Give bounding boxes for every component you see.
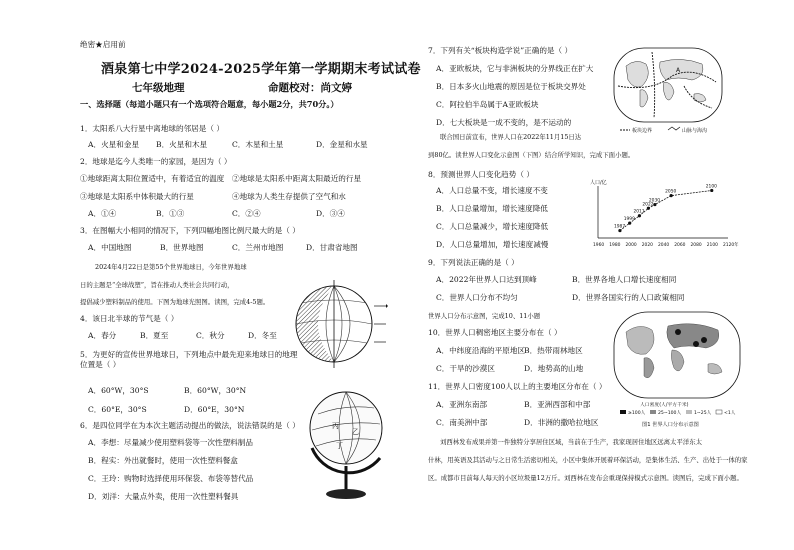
question-stem: 8．预测世界人口变化趋势（ ） [428,170,534,179]
option-b: B．人口总量增加，增长速度降低 [436,204,548,213]
data-label: 2011 [633,209,645,215]
option-c: C．60°E，30°S [88,405,147,414]
option-d: D．金星和水星 [316,140,368,149]
option-a: A．火星和金星 [88,140,140,149]
option-b: B．程实：外出就餐时，使用一次性塑料餐盒 [88,456,238,465]
data-label: 2100 [705,184,717,190]
option-c: C．南美洲中部 [436,418,488,427]
option-c: C．阿拉伯半岛属于A亚欧板块 [436,100,539,109]
option-b: B．夏至 [140,331,169,340]
statement: ②地球是太阳系中距离太阳最近的行星 [232,174,362,183]
question-stem: 7．下列有关“板块构造学说”正确的是（ ） [428,46,573,55]
svg-text:丙: 丙 [332,422,339,430]
question-stem: 4．该日北半球的节气是（ ） [80,314,179,323]
option-b: B．60°W，30°N [184,386,247,395]
option-c: C．王玲：购物时选择使用环保袋、布袋等替代品 [88,474,254,483]
question-stem: 6．是四位同学在为本次主题活动提出的做法，说法错误的是（ ） [80,421,300,430]
globe-figure [302,378,392,506]
question-stem: 10．世界人口稠密地区主要分布在（ ） [428,328,562,337]
option-a: A．①④ [88,209,117,218]
legend-item: ≥100人 [628,411,646,416]
question-stem: 9．下列说法正确的是（ ） [428,258,519,267]
passage-line: 日的主题是“全球战塑”，旨在推动人类社会共同行动， [80,281,234,289]
option-a: A．李想：尽量减少使用塑料袋等一次性塑料制品 [88,438,253,447]
passage-line: 提倡减少塑料制品的使用。下图为地球光照图。读图，完成4-5题。 [80,298,270,306]
x-tick-label: 2040 [658,243,670,248]
option-d: D．非洲的撒哈拉地区 [524,418,599,427]
x-tick-label: 2000 [625,243,637,248]
option-d: D．冬至 [248,331,277,340]
option-c: C．秋分 [196,331,225,340]
option-a: A．春分 [88,331,117,340]
option-c: C．人口总量减少，增长速度降低 [436,222,549,231]
option-b: B．热带雨林地区 [524,346,583,355]
option-d: D．③④ [316,209,345,218]
statement: ①地球距离太阳位置适中，有着适宜的温度 [80,174,225,183]
passage-line: 什林，用英语及其活动与之日常生活密切相关，小区中集体开展着环保活动，是集体生活、生产、出处于一体的家 [428,456,748,464]
plates-legend-boundary: 板块边界 [632,128,653,134]
legend-item: 1~25人 [694,411,712,416]
x-tick-label: 2080 [690,243,702,248]
subject-label: 七年级地理 [132,82,185,94]
statement: ④地球为人类生存提供了空气和水 [232,192,346,201]
map-caption: 图1 世界人口分布示意图 [642,422,699,428]
svg-text:丁: 丁 [336,442,343,450]
x-tick-label: 1960 [593,243,605,248]
x-tick-label: 2120年 [723,243,739,248]
x-tick-label: 2020 [641,243,653,248]
option-b: B．世界地图 [160,243,204,252]
svg-text:乙: 乙 [352,428,359,436]
plates-legend-mountain: 山脉与海沟 [682,128,708,134]
secret-mark: 绝密★启用前 [80,40,126,49]
statement: ③地球是太阳系中体积最大的行星 [80,192,194,201]
option-a: A．中国地图 [88,243,132,252]
option-a: A．亚欧板块，它与非洲板块的分界线正在扩大 [436,64,594,73]
data-label: 2030 [648,198,661,204]
legend-item: <1人 [724,411,736,416]
option-a: A．60°W，30°S [88,386,149,395]
option-a: A．亚洲东南部 [436,400,488,409]
option-d: D．地势高的山地 [524,364,584,373]
question-stem: 1．太阳系八大行星中离地球的邻居是（ ） [80,124,224,133]
option-c: C．世界人口分布不均匀 [436,293,518,302]
population-map-figure [612,310,742,434]
option-c: C．兰州市地图 [232,243,284,252]
x-tick-label: 1980 [609,243,621,248]
data-label: 1987 [613,224,626,230]
passage-line: 2024年4月22日是第55个世界地球日，今年世界地球 [95,263,247,271]
option-c: C．木星和土星 [232,140,284,149]
option-d: D．甘肃省地图 [306,243,358,252]
data-label: 2050 [665,189,677,195]
question-stem: 3．在图幅大小相同的情况下，下列四幅地图比例尺最大的是（ ） [80,226,300,235]
option-d: D．人口总量增加，增长速度减慢 [436,240,549,249]
question-stem: 11．世界人口密度100人以上的主要地区分布在（ ） [428,382,607,391]
chart-ylabel: 人口/亿 [590,180,607,186]
option-b: B．①③ [156,209,185,218]
svg-text:A: A [676,67,681,74]
data-label: 2022 [642,202,654,208]
page-title: 酒泉第七中学2024-2025学年第一学期期末考试试卷 [101,62,421,77]
question-stem: 5．为更好的宣传世界地球日，下列地点中最先迎来地球日的地理位置是（ ） [80,350,298,369]
passage-line: 世界人口分布示意图，完成10、11小题 [428,312,541,320]
proofreader-label: 命题校对：尚文婷 [268,82,352,94]
legend-item: 25~100人 [658,411,682,416]
data-label: 1999 [623,217,635,223]
question-stem: 2．地球是迄今人类唯一的家园，是因为（ ） [80,157,232,166]
option-c: C．②④ [232,209,261,218]
population-chart [588,176,739,250]
option-b: B．亚洲西部和中部 [524,400,591,409]
option-d: D．世界各国实行的人口政策相同 [572,293,685,302]
option-c: C．干旱的沙漠区 [436,364,495,373]
x-tick-label: 2060 [674,243,686,248]
option-b: B．世界各地人口增长速度相同 [572,275,677,284]
section-heading: 一、选择题（每道小题只有一个选项符合题意，每小题2分，共70分。） [80,99,339,109]
passage-line: 区。成都市目前每人每天的小区垃圾量12万斤。刘西林在发布会重现保持模式示意图。读图后，完成下面小题。 [428,474,743,482]
option-a: A．人口总量不变，增长速度不变 [436,186,548,195]
passage-line: 到80亿。读世界人口变化示意图（下图）结合所学知识，完成下面小题。 [428,151,635,159]
x-tick-label: 2100 [706,243,718,248]
option-b: B．火星和木星 [156,140,208,149]
option-a: A．2022年世界人口达到顶峰 [436,275,537,284]
option-d: D．60°E，30°N [184,405,245,414]
map-legend-title: 人口密度(人/平方千米) [640,403,689,408]
option-a: A．中纬度沿海的平原地区 [436,346,526,355]
option-d: D．刘洋：大量点外卖，使用一次性塑料餐具 [88,492,239,501]
passage-line: 联合国日前宣布，世界人口在2022年11月15日达 [440,133,582,141]
plates-map-figure [612,46,724,140]
option-d: D．七大板块是一成不变的，是不运动的 [436,118,572,127]
option-b: B．日本多火山地震的原因是位于板块交界处 [436,82,586,91]
passage-line: 刘西林发布成果并第一件独特分享居住区域，当前在于生产，我家现居住地区远离太平洋东太 [440,438,703,446]
